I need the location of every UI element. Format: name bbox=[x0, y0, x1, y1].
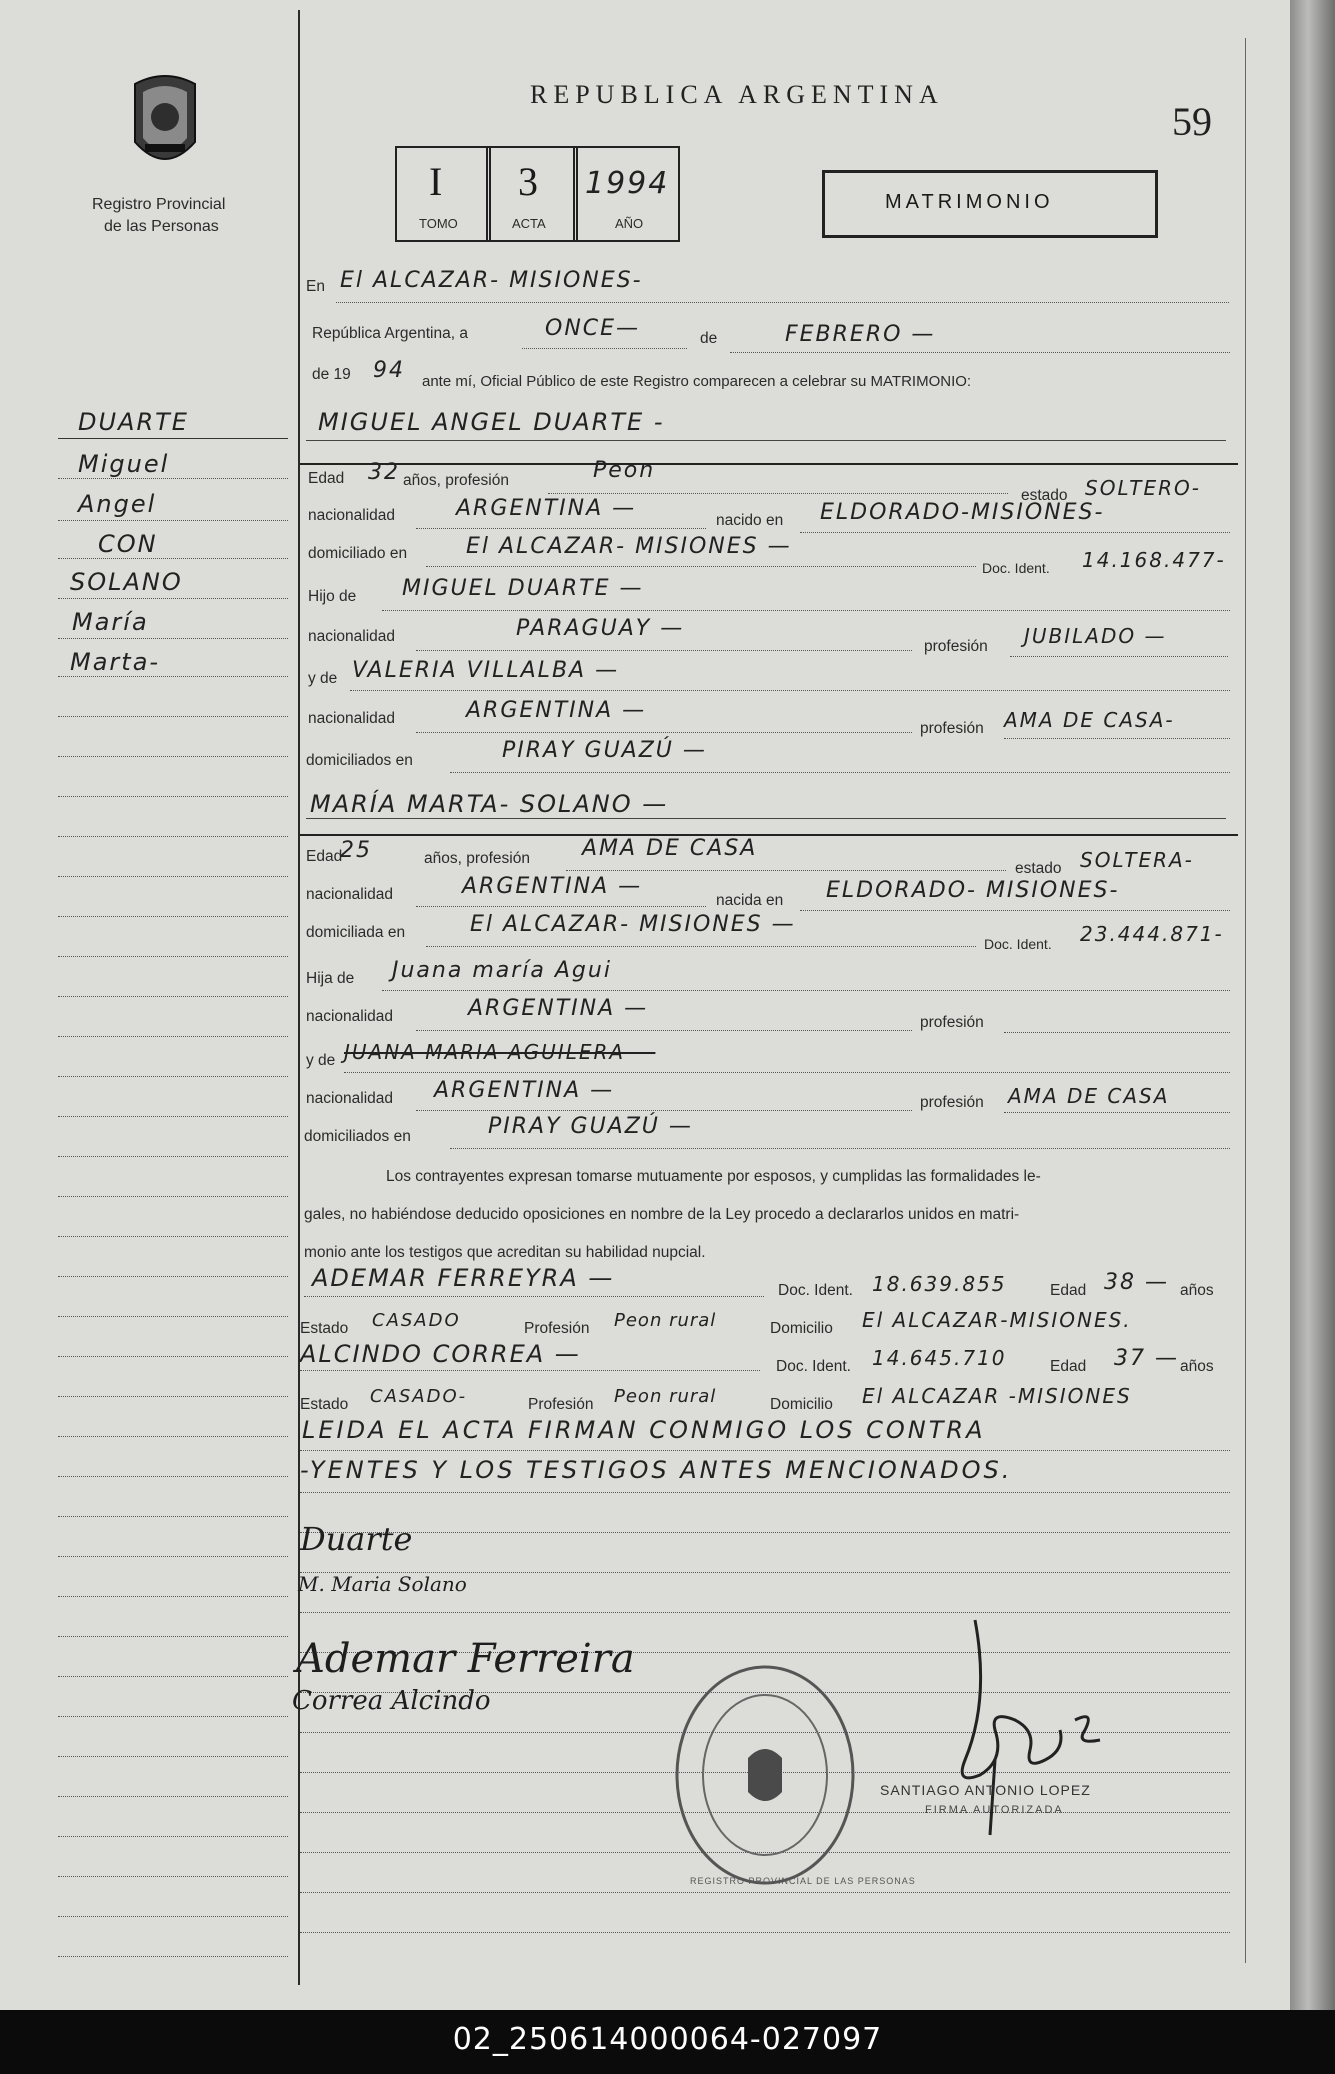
margin-line-39 bbox=[58, 1956, 288, 1957]
witness2-dom-label: Domicilio bbox=[770, 1396, 833, 1413]
groom-birth-line bbox=[800, 532, 1230, 533]
margin-line-25 bbox=[58, 1396, 288, 1397]
bride-nationality: ARGENTINA — bbox=[462, 874, 643, 899]
place-line bbox=[336, 302, 1229, 303]
groom-mother-prof-label: profesión bbox=[920, 720, 984, 737]
groom-estado: SOLTERO- bbox=[1085, 476, 1201, 500]
bride-prof-line bbox=[566, 870, 1006, 871]
groom-father-nationality: PARAGUAY — bbox=[516, 616, 685, 641]
officer-title: FIRMA AUTORIZADA bbox=[925, 1804, 1064, 1816]
groom-mother: VALERIA VILLALBA — bbox=[352, 658, 620, 683]
witness1-doc: 18.639.855 bbox=[872, 1272, 1007, 1296]
bride-domicile: El ALCAZAR- MISIONES — bbox=[470, 912, 796, 937]
acta-box bbox=[486, 146, 578, 242]
signature-solano: M. Maria Solano bbox=[298, 1572, 467, 1596]
margin-line-29 bbox=[58, 1556, 288, 1557]
ano-box bbox=[573, 146, 680, 242]
margin-line-2 bbox=[58, 478, 288, 479]
record-type-box bbox=[822, 170, 1158, 238]
groom-mother-profession: AMA DE CASA- bbox=[1004, 708, 1175, 732]
bride-father-nationality: ARGENTINA — bbox=[468, 996, 649, 1021]
intro-day: ONCE— bbox=[545, 316, 641, 341]
bride-age: 25 bbox=[340, 838, 372, 863]
margin-line-15 bbox=[58, 996, 288, 997]
bride-profession: AMA DE CASA bbox=[582, 836, 758, 861]
margin-line-33 bbox=[58, 1716, 288, 1717]
margin-line-23 bbox=[58, 1316, 288, 1317]
bride-mother-prof-line bbox=[1004, 1112, 1230, 1113]
margin-line-27 bbox=[58, 1476, 288, 1477]
margin-line-24 bbox=[58, 1356, 288, 1357]
groom-father-nat-label: nacionalidad bbox=[308, 628, 396, 645]
margin-note-1: DUARTE bbox=[78, 408, 189, 436]
witness1-dom-label: Domicilio bbox=[770, 1320, 833, 1337]
bride-name-line bbox=[306, 818, 1226, 819]
bride-father-prof-label: profesión bbox=[920, 1014, 984, 1031]
book-edge bbox=[1290, 0, 1335, 2010]
bride-father-line bbox=[382, 990, 1230, 991]
margin-line-17 bbox=[58, 1076, 288, 1077]
witness2-age: 37 — bbox=[1114, 1346, 1179, 1371]
bride-divider bbox=[300, 834, 1238, 836]
margin-line-11 bbox=[58, 836, 288, 837]
bride-name: MARÍA MARTA- SOLANO — bbox=[310, 790, 669, 818]
witness1-prof-label: Profesión bbox=[524, 1320, 590, 1337]
bride-father-prof-line bbox=[1004, 1032, 1230, 1033]
intro-place: El ALCAZAR- MISIONES- bbox=[340, 268, 643, 293]
groom-name: MIGUEL ANGEL DUARTE - bbox=[318, 408, 665, 436]
groom-hijo-label: Hijo de bbox=[308, 588, 357, 605]
ano-label: AÑO bbox=[615, 216, 644, 231]
groom-dom-label: domiciliado en bbox=[308, 545, 408, 562]
groom-father-line bbox=[382, 610, 1230, 611]
file-name-label: 02_250614000064-027097 bbox=[452, 2022, 883, 2057]
margin-line-7 bbox=[58, 676, 288, 677]
acta-value: 3 bbox=[518, 159, 538, 204]
tomo-label: TOMO bbox=[419, 216, 458, 231]
margin-note-6: María bbox=[72, 608, 149, 636]
republica-label: República Argentina, a bbox=[312, 325, 468, 342]
margin-line-9 bbox=[58, 756, 288, 757]
margin-line-36 bbox=[58, 1836, 288, 1837]
official-stamp-icon bbox=[670, 1660, 860, 1890]
groom-parents-dom-line bbox=[450, 772, 1230, 773]
bride-father-nat-line bbox=[416, 1030, 912, 1031]
bride-dom-line bbox=[426, 946, 976, 947]
bride-nat-line bbox=[416, 906, 706, 907]
ruled-line-1 bbox=[300, 1532, 1230, 1533]
margin-line-10 bbox=[58, 796, 288, 797]
margin-line-22 bbox=[58, 1276, 288, 1277]
margin-line-16 bbox=[58, 1036, 288, 1037]
witness1-edad-label: Edad bbox=[1050, 1282, 1087, 1299]
margin-line-5 bbox=[58, 598, 288, 599]
margin-line-18 bbox=[58, 1116, 288, 1117]
groom-domicile: El ALCAZAR- MISIONES — bbox=[466, 534, 792, 559]
year-prefix: de 19 bbox=[312, 366, 351, 383]
month-line bbox=[730, 352, 1230, 353]
de-label: de bbox=[700, 330, 718, 347]
closing-line-1 bbox=[300, 1450, 1230, 1451]
groom-mother-line bbox=[350, 690, 1230, 691]
witness1-name: ADEMAR FERREYRA — bbox=[312, 1264, 615, 1292]
declaration-line-2: gales, no habiéndose deducido oposiciones en nombre de la Ley procedo a declararlos unidos en matri- bbox=[304, 1206, 1020, 1223]
intro-month: FEBRERO — bbox=[785, 322, 936, 347]
country-title: REPUBLICA ARGENTINA bbox=[530, 80, 944, 109]
witness2-anos-label: años bbox=[1180, 1358, 1214, 1375]
witness1-anos-label: años bbox=[1180, 1282, 1214, 1299]
registry-label-line1: Registro Provincial bbox=[92, 196, 226, 213]
bride-doc: 23.444.871- bbox=[1080, 922, 1224, 946]
witness1-domicile: El ALCAZAR-MISIONES. bbox=[862, 1308, 1132, 1332]
ruled-line-10 bbox=[300, 1892, 1230, 1893]
witness2-domicile: El ALCAZAR -MISIONES bbox=[862, 1384, 1132, 1408]
witness2-estado: CASADO- bbox=[370, 1386, 468, 1407]
witness2-doc-label: Doc. Ident. bbox=[776, 1358, 851, 1375]
groom-parents-dom-label: domiciliados en bbox=[306, 752, 413, 769]
groom-father-prof-label: profesión bbox=[924, 638, 988, 655]
margin-line-13 bbox=[58, 916, 288, 917]
closing-text-1: LEIDA EL ACTA FIRMAN CONMIGO LOS CONTRA bbox=[302, 1416, 986, 1444]
margin-line-6 bbox=[58, 638, 288, 639]
closing-text-2: -YENTES Y LOS TESTIGOS ANTES MENCIONADOS. bbox=[300, 1456, 1013, 1484]
groom-nacido-label: nacido en bbox=[716, 512, 784, 529]
ano-value: 1994 bbox=[585, 166, 670, 201]
bride-mother-profession: AMA DE CASA bbox=[1008, 1084, 1170, 1108]
margin-line-38 bbox=[58, 1916, 288, 1917]
bride-mother: JUANA MARIA AGUILERA — bbox=[344, 1040, 656, 1064]
year-suffix: 94 bbox=[373, 358, 405, 383]
bride-mother-nationality: ARGENTINA — bbox=[434, 1078, 615, 1103]
bride-dom-label: domiciliada en bbox=[306, 924, 406, 941]
bride-parents-dom-line bbox=[450, 1148, 1230, 1149]
bride-anos-label: años, profesión bbox=[424, 850, 530, 867]
groom-doc-label: Doc. Ident. bbox=[982, 560, 1050, 576]
margin-note-7: Marta- bbox=[70, 648, 161, 676]
groom-estado-label: estado bbox=[1021, 487, 1068, 504]
page-number: 59 bbox=[1172, 99, 1212, 144]
margin-line-35 bbox=[58, 1796, 288, 1797]
witness2-name-line bbox=[300, 1370, 760, 1371]
closing-line-2 bbox=[300, 1492, 1230, 1493]
bride-mother-prof-label: profesión bbox=[920, 1094, 984, 1111]
bride-birthplace: ELDORADO- MISIONES- bbox=[826, 878, 1120, 903]
margin-line-32 bbox=[58, 1676, 288, 1677]
margin-line-8 bbox=[58, 716, 288, 717]
witness1-profession: Peon rural bbox=[614, 1310, 717, 1331]
bride-doc-label: Doc. Ident. bbox=[984, 936, 1052, 952]
witness2-prof-label: Profesión bbox=[528, 1396, 594, 1413]
bride-father: Juana maría Agui bbox=[392, 958, 612, 983]
margin-note-5: SOLANO bbox=[70, 568, 183, 596]
margin-line-37 bbox=[58, 1876, 288, 1877]
witness2-name: ALCINDO CORREA — bbox=[300, 1340, 581, 1368]
bride-birth-line bbox=[800, 910, 1230, 911]
tomo-box bbox=[395, 146, 491, 242]
groom-father: MIGUEL DUARTE — bbox=[402, 576, 644, 601]
registry-label-line2: de las Personas bbox=[104, 218, 219, 235]
groom-mother-nat-label: nacionalidad bbox=[308, 710, 396, 727]
record-type: MATRIMONIO bbox=[885, 191, 1054, 213]
margin-line-31 bbox=[58, 1636, 288, 1637]
witness1-estado-label: Estado bbox=[300, 1320, 349, 1337]
witness1-estado: CASADO bbox=[372, 1310, 461, 1331]
witness2-estado-label: Estado bbox=[300, 1396, 349, 1413]
bride-estado-label: estado bbox=[1015, 860, 1062, 877]
declaration-line-1: Los contrayentes expresan tomarse mutuamente por esposos, y cumplidas las formalidades le- bbox=[386, 1168, 1041, 1185]
margin-line-20 bbox=[58, 1196, 288, 1197]
witness1-age: 38 — bbox=[1104, 1270, 1169, 1295]
signature-correa: Correa Alcindo bbox=[292, 1686, 491, 1716]
provincial-crest-icon bbox=[125, 72, 205, 177]
margin-line-3 bbox=[58, 520, 288, 521]
groom-mother-prof-line bbox=[1004, 738, 1230, 739]
ruled-line-11 bbox=[300, 1932, 1230, 1933]
acta-label: ACTA bbox=[512, 216, 546, 231]
bride-mother-line bbox=[344, 1072, 1230, 1073]
groom-name-line bbox=[306, 440, 1226, 441]
bride-estado: SOLTERA- bbox=[1080, 848, 1194, 872]
groom-yde-label: y de bbox=[308, 670, 338, 687]
bride-hija-label: Hija de bbox=[306, 970, 355, 987]
stamp-text: REGISTRO PROVINCIAL DE LAS PERSONAS bbox=[690, 1876, 916, 1886]
groom-nat-label: nacionalidad bbox=[308, 507, 396, 524]
margin-line-19 bbox=[58, 1156, 288, 1157]
groom-father-nat-line bbox=[416, 650, 912, 651]
tomo-value: I bbox=[429, 159, 443, 204]
bride-nat-label: nacionalidad bbox=[306, 886, 394, 903]
groom-doc: 14.168.477- bbox=[1082, 548, 1226, 572]
en-label: En bbox=[306, 278, 325, 295]
day-line bbox=[522, 348, 687, 349]
witness2-profession: Peon rural bbox=[614, 1386, 717, 1407]
groom-profession: Peon bbox=[593, 458, 656, 483]
margin-note-4: CON bbox=[98, 530, 158, 558]
groom-divider bbox=[300, 463, 1238, 465]
groom-father-profession: JUBILADO — bbox=[1024, 624, 1167, 648]
bride-parents-domicile: PIRAY GUAZÚ — bbox=[488, 1114, 693, 1139]
groom-anos-label: años, profesión bbox=[403, 472, 509, 489]
margin-line-12 bbox=[58, 876, 288, 877]
margin-line-14 bbox=[58, 956, 288, 957]
signature-duarte: Duarte bbox=[300, 1520, 413, 1558]
groom-edad-label: Edad bbox=[308, 470, 345, 487]
groom-mother-nationality: ARGENTINA — bbox=[466, 698, 647, 723]
bride-nacida-label: nacida en bbox=[716, 892, 784, 909]
declaration-line-3: monio ante los testigos que acreditan su habilidad nupcial. bbox=[304, 1244, 706, 1261]
margin-line-30 bbox=[58, 1596, 288, 1597]
groom-age: 32 bbox=[368, 460, 400, 485]
margin-line-26 bbox=[58, 1436, 288, 1437]
bride-mother-nat-line bbox=[416, 1110, 912, 1111]
groom-dom-line bbox=[426, 566, 976, 567]
right-border-line bbox=[1245, 38, 1246, 1963]
witness2-doc: 14.645.710 bbox=[872, 1346, 1007, 1370]
witness1-doc-label: Doc. Ident. bbox=[778, 1282, 853, 1299]
margin-note-3: Angel bbox=[78, 490, 157, 518]
bride-edad-label: Edad bbox=[306, 848, 343, 865]
groom-father-prof-line bbox=[1010, 656, 1228, 657]
groom-nationality: ARGENTINA — bbox=[456, 496, 637, 521]
margin-line-4 bbox=[58, 558, 288, 559]
signature-ferreira: Ademar Ferreira bbox=[296, 1636, 635, 1682]
groom-mother-nat-line bbox=[416, 732, 912, 733]
groom-prof-line bbox=[548, 493, 1008, 494]
witness2-edad-label: Edad bbox=[1050, 1358, 1087, 1375]
bride-yde-label: y de bbox=[306, 1052, 336, 1069]
margin-line-1 bbox=[58, 438, 288, 439]
groom-nat-line bbox=[416, 528, 706, 529]
bride-father-nat-label: nacionalidad bbox=[306, 1008, 394, 1025]
margin-note-2: Miguel bbox=[78, 450, 170, 478]
groom-birthplace: ELDORADO-MISIONES- bbox=[820, 500, 1105, 525]
margin-line-28 bbox=[58, 1516, 288, 1517]
margin-line-34 bbox=[58, 1756, 288, 1757]
margin-line-21 bbox=[58, 1236, 288, 1237]
witness1-name-line bbox=[304, 1296, 764, 1297]
bride-mother-nat-label: nacionalidad bbox=[306, 1090, 394, 1107]
bride-parents-dom-label: domiciliados en bbox=[304, 1128, 411, 1145]
officer-name: SANTIAGO ANTONIO LOPEZ bbox=[880, 1782, 1091, 1798]
groom-parents-domicile: PIRAY GUAZÚ — bbox=[502, 738, 707, 763]
ante-text: ante mí, Oficial Público de este Registro comparecen a celebrar su MATRIMONIO: bbox=[422, 373, 972, 390]
